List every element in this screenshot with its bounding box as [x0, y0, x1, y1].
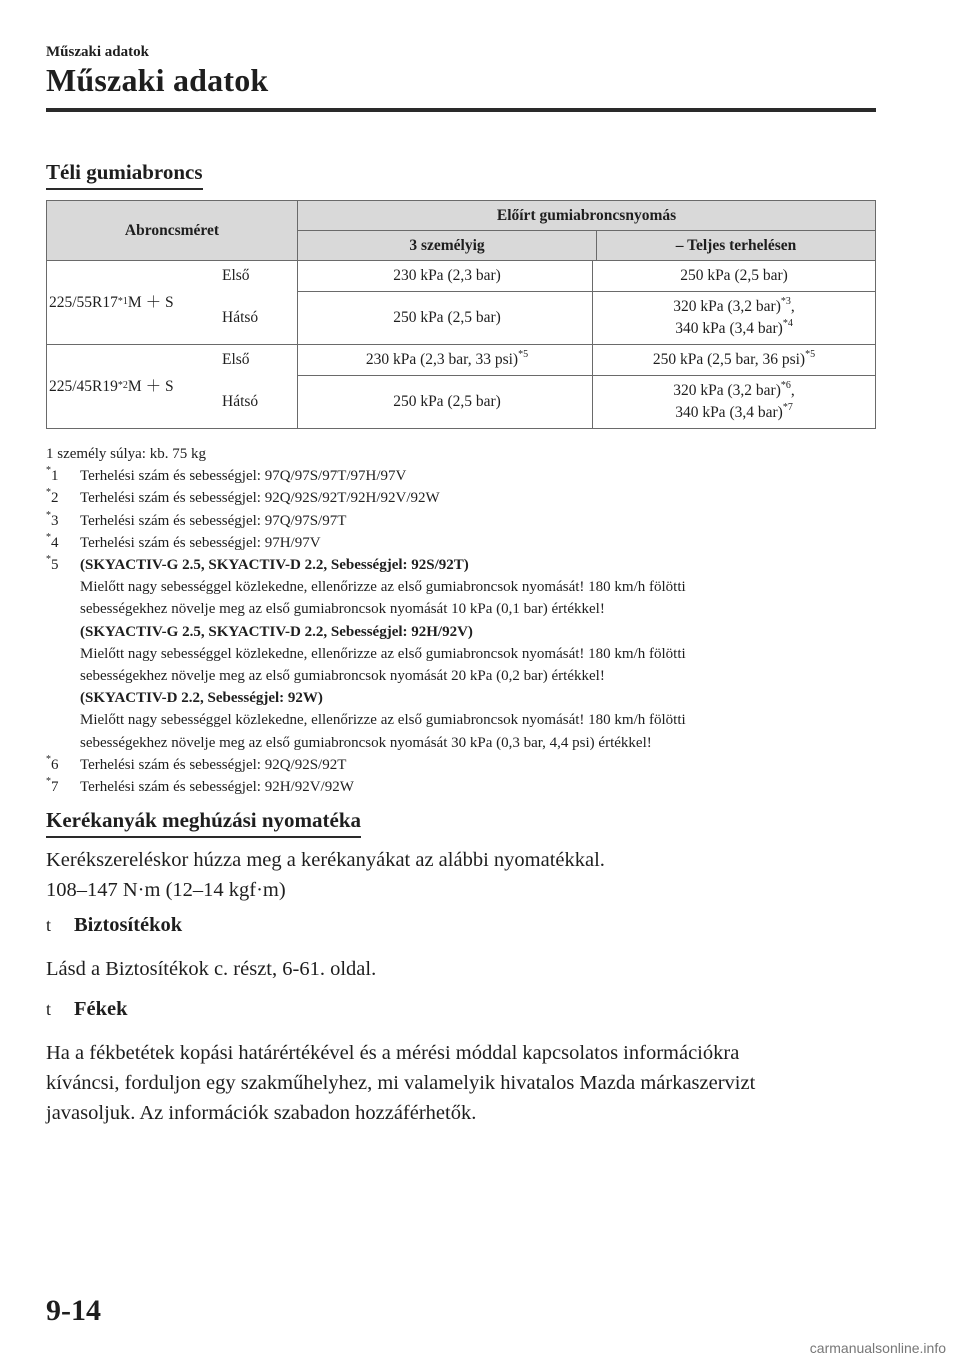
footnote-3: *3 Terhelési szám és sebességjel: 97Q/97S/97T	[46, 509, 347, 529]
brakes-heading: t Fékek	[46, 998, 128, 1020]
pressure-value: 250 kPa (2,5 bar)	[393, 309, 501, 326]
brakes-text: Ha a fékbetétek kopási határértékével és a mérési móddal kapcsolatos információkra kíváncsi, forduljon egy szakműhelyhez, mi valamelyik hivatalos Mazda márkaszervizt javasoljuk. Az információk szabadon hozzáférhetők.	[46, 1042, 756, 1124]
bullet-icon: t	[46, 999, 52, 1019]
tire-size-suffix: M ＋ S	[127, 377, 174, 395]
axle-label: Első	[222, 267, 250, 284]
axle-label: Hátsó	[222, 309, 259, 326]
tire-size: 225/55R17	[49, 293, 118, 311]
footnotes	[46, 443, 876, 798]
tire-size-cell: 225/45R19 $^{*2}$ M ＋ S	[47, 345, 298, 429]
pressure-value: 250 kPa (2,5 bar)	[393, 393, 501, 410]
footnote-4: *4 Terhelési szám és sebességjel: 97H/97V	[46, 531, 321, 551]
col-header-3person: 3 személyig	[298, 231, 597, 261]
axle-label: Első	[222, 351, 250, 368]
tire-pressure-table	[46, 200, 876, 429]
watermark: carmanualsonline.info	[809, 1340, 946, 1356]
axle-label: Hátsó	[222, 393, 259, 410]
footnote-2: *2 Terhelési szám és sebességjel: 92Q/92S/92T/92H/92V/92W	[46, 487, 440, 507]
pressure-value: 230 kPa (2,3 bar)	[393, 267, 501, 284]
page-title: Műszaki adatok	[46, 62, 269, 98]
front-pressure-row	[222, 345, 876, 376]
header-section-label: Műszaki adatok	[46, 44, 149, 60]
tire-size-cell: 225/55R17 $^{*1}$ M ＋ S	[47, 261, 298, 345]
front-pressure-row	[222, 261, 876, 292]
footnote-6: *6 Terhelési szám és sebességjel: 92Q/92S/92T	[46, 753, 347, 773]
tire-size: 225/45R19	[49, 377, 118, 395]
pressure-value: 320 kPa (3,2 bar)$^{*3}$, 340 kPa (3,4 bar)$^{*4}$	[592, 292, 875, 344]
pressure-value: 250 kPa (2,5 bar, 36 psi)$^{*5}$	[592, 345, 875, 375]
pressure-value: 250 kPa (2,5 bar)	[592, 261, 875, 291]
fuses-heading: t Biztosítékok	[46, 914, 183, 936]
person-weight-note: 1 személy súlya: kb. 75 kg	[46, 446, 206, 462]
footnote-7: *7 Terhelési szám és sebességjel: 92H/92V/92W	[46, 776, 354, 796]
table-row	[47, 261, 876, 292]
fuses-text: Lásd a Biztosítékok c. részt, 6-61. oldal.	[46, 958, 377, 980]
pressure-value: 230 kPa (2,3 bar, 33 psi)$^{*5}$	[365, 348, 529, 368]
pressure-value: 320 kPa (3,2 bar)$^{*6}$, 340 kPa (3,4 bar)$^{*7}$	[592, 376, 875, 428]
col-header-size: Abroncsméret	[47, 201, 298, 261]
bullet-icon: t	[46, 915, 52, 935]
page-number: 9-14	[46, 1294, 101, 1327]
wheel-nut-text: Kerékszereléskor húzza meg a kerékanyákat az alábbi nyomatékkal. 108–147 N·m (12–14 kgf·m)	[46, 849, 605, 901]
rear-pressure-row	[222, 292, 876, 345]
col-header-full-load: – Teljes terhelésen	[597, 231, 876, 261]
winter-tire-heading: Téli gumiabroncs	[46, 160, 203, 190]
rear-pressure-row	[222, 376, 876, 429]
footnote-1: *1 Terhelési szám és sebességjel: 97Q/97S/97T/97H/97V	[46, 465, 407, 485]
table-row	[47, 345, 876, 376]
header-divider	[46, 108, 876, 112]
footnote-5: *5 (SKYACTIV-G 2.5, SKYACTIV-D 2.2, Sebességjel: 92S/92T) Mielőtt nagy sebességgel közlekedne, ellenőrizze az első gumiabroncsok nyomását! 180 km/h fölötti sebességekhez növelje meg az első gumiabroncsok nyomását 10 kPa (0,1 bar) értékkel! (SKYACTIV-G 2.5, SKYACTIV-D 2.2, Sebességjel: 92H/92V) Mielőtt nagy sebességgel közlekedne, ellenőrizze az első gumiabroncsok nyomását! 180 km/h fölötti sebességekhez növelje meg az első gumiabroncsok nyomását 20 kPa (0,2 bar) értékkel! (SKYACTIV-D 2.2, Sebességjel: 92W) Mielőtt nagy sebességgel közlekedne, ellenőrizze az első gumiabroncsok nyomását! 180 km/h fölötti sebességekhez növelje meg az első gumiabroncsok nyomását 30 kPa (0,3 bar, 4,4 psi) értékkel!	[46, 554, 686, 751]
wheel-nut-heading: Kerékanyák meghúzási nyomatéka	[46, 808, 361, 838]
col-header-pressure: Előírt gumiabroncsnyomás	[298, 201, 876, 231]
tire-size-suffix: M ＋ S	[127, 293, 174, 311]
